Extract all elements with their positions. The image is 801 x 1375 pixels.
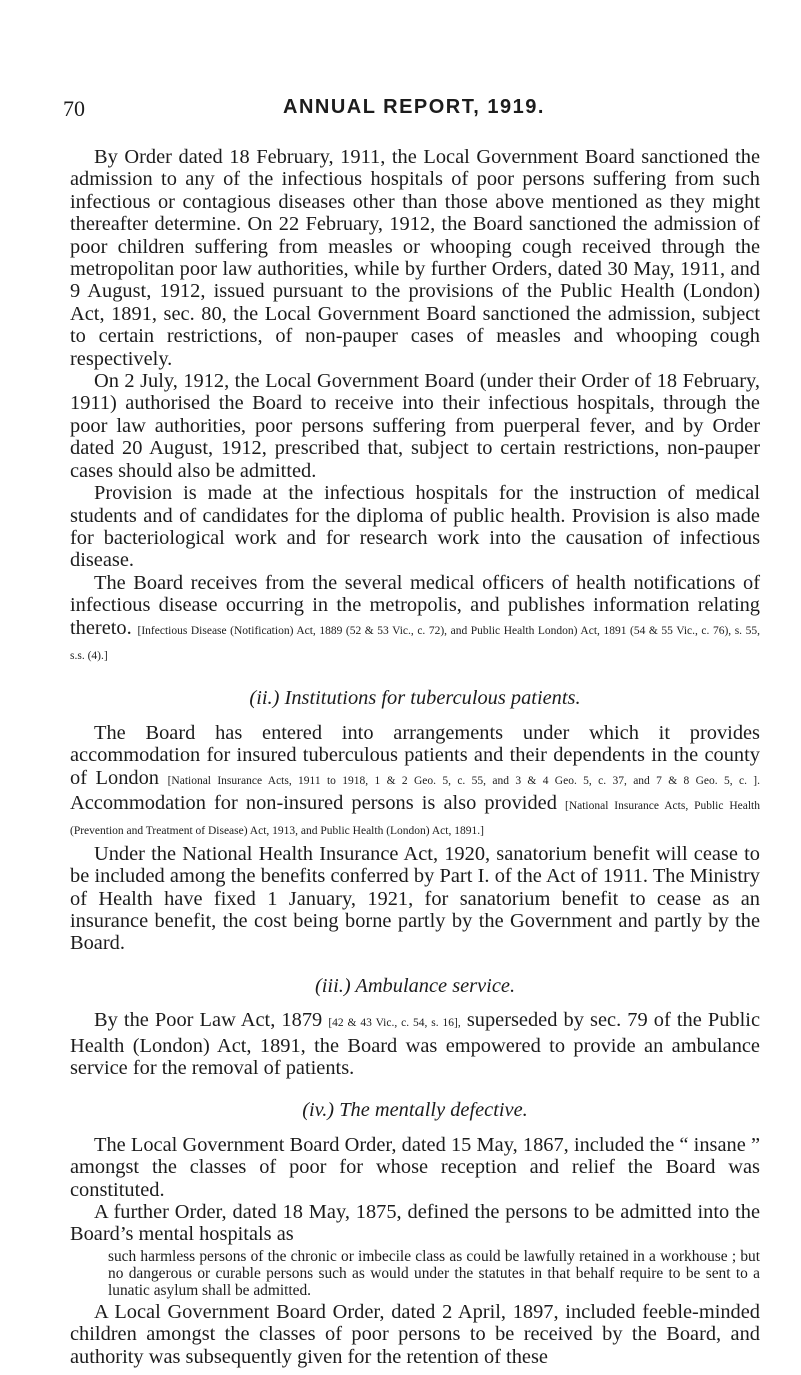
paragraph: On 2 July, 1912, the Local Government Board (under their Order of 18 February, 1911) authorised the Board to receive into their infectious hospitals, through the poor law authorities, poor persons suffering from puerperal fever, and by Order dated 20 August, 1912, prescribed that, subject to certain restrictions, non-pauper cases should also be admitted. — [70, 370, 760, 482]
citation: [National Insurance Acts, Public Health (Prevention and Treatment of Disease) Act, 1913, and Public Health (London) Act, 1891.] — [70, 799, 760, 838]
paragraph-text: By the Poor Law Act, 1879 — [94, 1009, 323, 1032]
paragraph — [70, 722, 760, 843]
page-body — [70, 146, 760, 1368]
block-quote: such harmless persons of the chronic or imbecile class as could be lawfully retained in a workhouse ; but no dangerous or curable persons such as would under the statutes in that behalf require to be sent to a lunatic asylum shall be admitted. — [108, 1247, 760, 1299]
paragraph: Under the National Health Insurance Act, 1920, sanatorium benefit will cease to be included among the benefits conferred by Part I. of the Act of 1911. The Ministry of Health have fixed 1 January, 1921, for sanatorium benefit to cease as an insurance benefit, the cost being borne partly by the Government and partly by the Board. — [70, 842, 760, 955]
paragraph: By Order dated 18 February, 1911, the Local Government Board sanctioned the admission to any of the infectious hospitals of poor persons suffering from such infectious or contagious diseases other than those above mentioned as they might thereafter determine. On 22 February, 1912, the Board sanctioned the admission of poor children suffering from measles or whooping cough received through the metropolitan poor law authorities, while by further Orders, dated 30 May, 1911, and 9 August, 1912, issued pursuant to the provisions of the Public Health (London) Act, 1891, sec. 80, the Local Government Board sanctioned the admission, subject to certain restrictions, of non-pauper cases of measles and whooping cough respectively. — [70, 146, 760, 370]
section-heading-tuberculous: (ii.) Institutions for tuberculous patients. — [249, 687, 581, 710]
section-heading-mentally-defective: (iv.) The mentally defective. — [302, 1099, 528, 1122]
page-header — [63, 96, 763, 132]
paragraph: The Local Government Board Order, dated 15 May, 1867, included the “ insane ” amongst the classes of poor for whose reception and relief the Board was constituted. — [70, 1133, 760, 1201]
paragraph-text: The Board receives from the several medical officers of health notifications of infectious disease occurring in the metropolis, and publishes information relating thereto. — [70, 571, 760, 639]
section-heading-ambulance: (iii.) Ambulance service. — [314, 974, 516, 997]
paragraph — [70, 1009, 760, 1079]
paragraph: A Local Government Board Order, dated 2 April, 1897, included feeble-minded children amongst the classes of poor persons to be received by the Board, and authority was subsequently given for the retention of these — [70, 1300, 760, 1368]
citation: [Infectious Disease (Notification) Act, 1889 (52 & 53 Vic., c. 72), and Public Health London) Act, 1891 (54 & 55 Vic., c. 76), s. 55, s.s. (4).] — [70, 624, 760, 662]
paragraph-text: The Board has entered into arrangements under which it provides accommodation for insured tuberculous patients and their dependents in the county of London — [70, 721, 760, 789]
paragraph: Provision is made at the infectious hospitals for the instruction of medical students and of candidates for the diploma of public health. Provision is also made for bacteriological work and for research work into the causation of infectious disease. — [70, 482, 760, 572]
running-title: ANNUAL REPORT, 1919. — [283, 96, 545, 118]
paragraph: A further Order, dated 18 May, 1875, defined the persons to be admitted into the Board’s mental hospitals as — [70, 1201, 760, 1246]
paragraph — [70, 572, 760, 668]
citation: [National Insurance Acts, 1911 to 1918, 1 & 2 Geo. 5, c. 55, and 3 & 4 Geo. 5, c. 37, and 7 & 8 Geo. 5, c. ]. — [167, 774, 760, 787]
citation: [42 & 43 Vic., c. 54, s. 16], — [328, 1017, 461, 1030]
page-number: 70 — [63, 96, 85, 121]
paragraph-text: Accommodation for non-insured persons is also provided — [70, 791, 557, 814]
paragraph-text: superseded by sec. 79 of the Public Health (London) Act, 1891, the Board was empowered to provide an ambulance service for the removal of patients. — [70, 1009, 761, 1080]
